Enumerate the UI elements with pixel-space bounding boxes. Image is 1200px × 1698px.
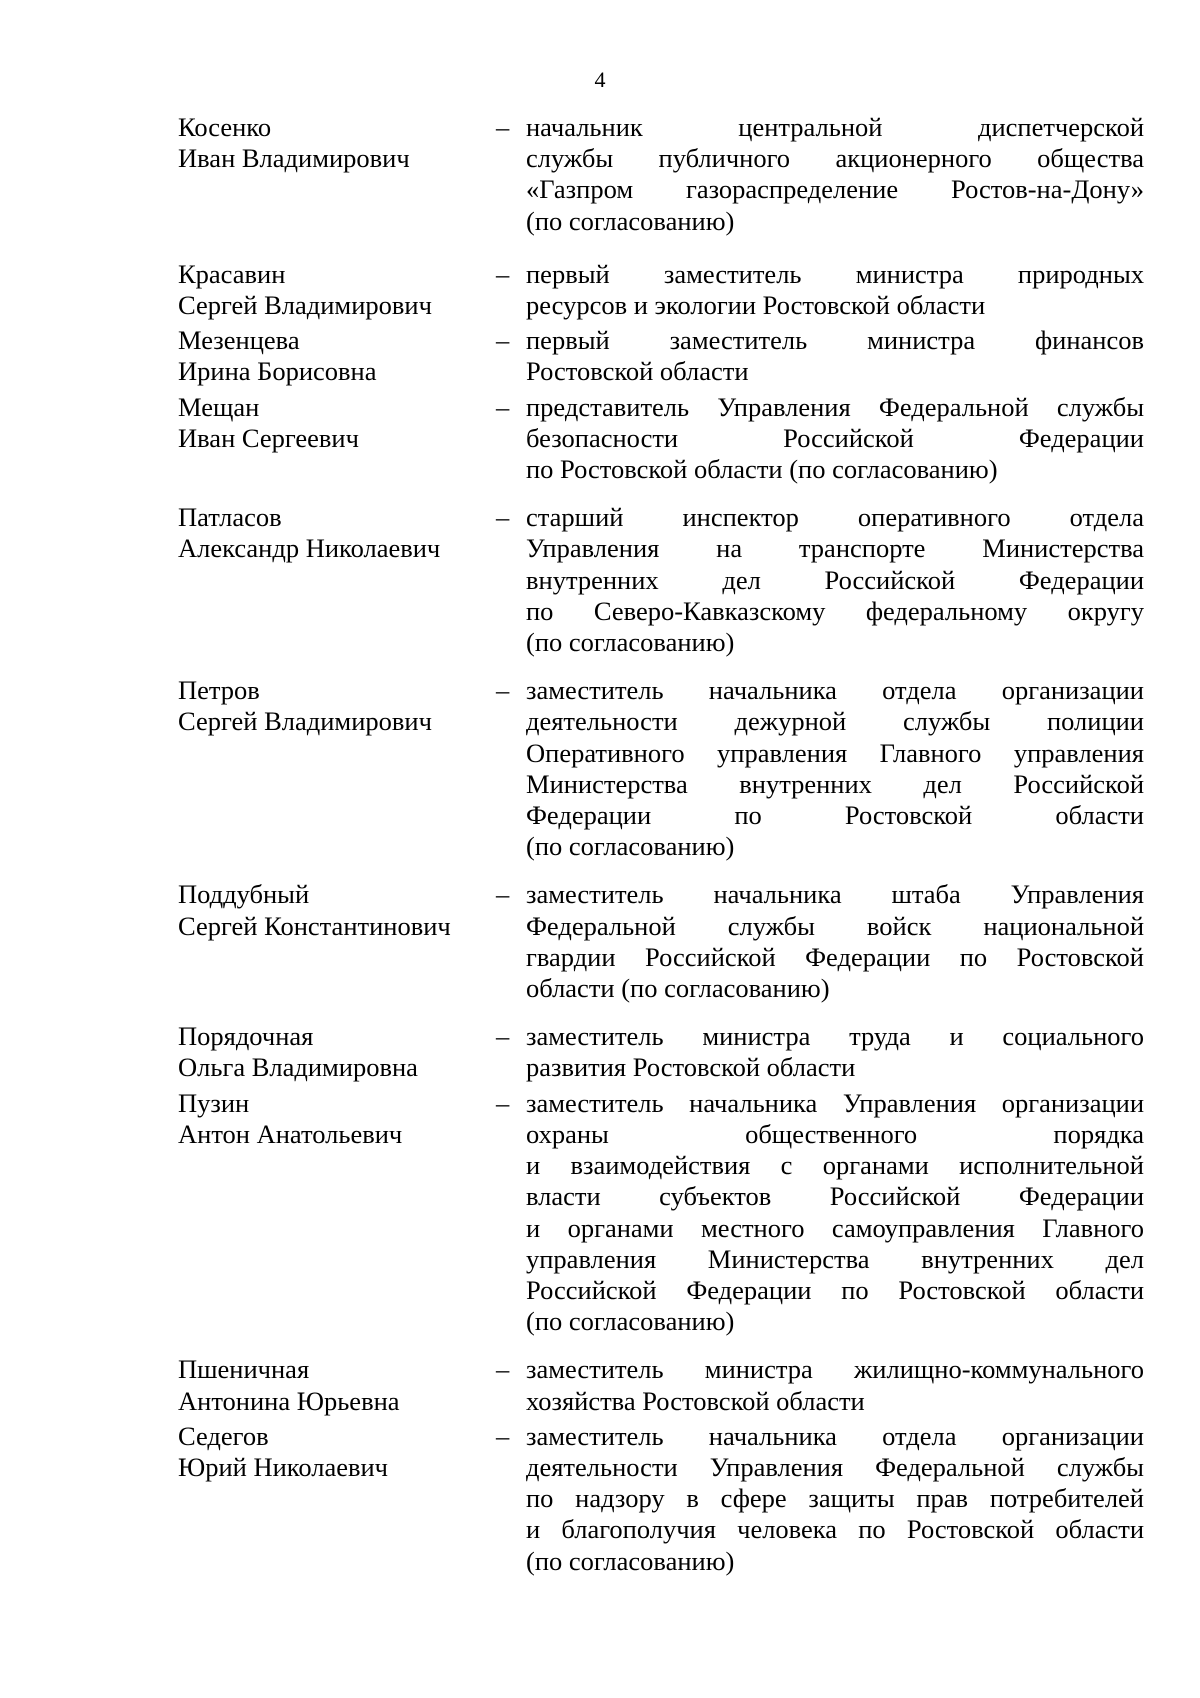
member-name bbox=[178, 1354, 496, 1416]
separator-dash: – bbox=[496, 675, 510, 706]
position-line: власти субъектов Российской Федерации bbox=[526, 1181, 1144, 1212]
separator-dash: – bbox=[496, 112, 510, 142]
position-line: начальник центральной диспетчерской bbox=[526, 112, 1144, 142]
position-line: заместитель начальника отдела организации bbox=[526, 675, 1144, 706]
member-surname: Пузин bbox=[178, 1087, 250, 1118]
separator-dash: – bbox=[496, 1420, 510, 1451]
member-name bbox=[178, 879, 496, 1004]
roster-entry bbox=[178, 1421, 1144, 1577]
position-line: внутренних дел Российской Федерации bbox=[526, 564, 1144, 595]
position-line: заместитель начальника отдела организации bbox=[526, 1420, 1144, 1451]
position-line: (по согласованию) bbox=[526, 627, 735, 658]
separator-dash: – bbox=[496, 1354, 510, 1385]
member-given-names: Александр Николаевич bbox=[178, 533, 441, 564]
position-line: и благополучия человека по Ростовской области bbox=[526, 1514, 1144, 1545]
member-given-names: Ирина Борисовна bbox=[178, 356, 377, 387]
position-line: Ростовской области bbox=[526, 356, 749, 387]
roster-entry bbox=[178, 675, 1144, 862]
member-position bbox=[526, 392, 1144, 486]
position-line: (по согласованию) bbox=[526, 831, 735, 862]
position-line: деятельности Управления Федеральной службы bbox=[526, 1451, 1144, 1482]
member-given-names: Антонина Юрьевна bbox=[178, 1385, 400, 1416]
member-name bbox=[178, 1021, 496, 1083]
member-name bbox=[178, 325, 496, 387]
position-line: представитель Управления Федеральной службы bbox=[526, 391, 1144, 422]
member-given-names: Иван Сергеевич bbox=[178, 422, 359, 453]
position-line: и взаимодействия с органами исполнительной bbox=[526, 1150, 1144, 1181]
separator-dash: – bbox=[496, 1087, 510, 1118]
roster-entry bbox=[178, 879, 1144, 1004]
roster-entry bbox=[178, 392, 1144, 486]
member-position bbox=[526, 675, 1144, 862]
roster-entry bbox=[178, 112, 1144, 237]
position-line: (по согласованию) bbox=[526, 1545, 735, 1576]
roster-entry bbox=[178, 259, 1144, 321]
member-surname: Поддубный bbox=[178, 879, 310, 910]
member-position bbox=[526, 1021, 1144, 1083]
member-name bbox=[178, 1421, 496, 1577]
position-line: области (по согласованию) bbox=[526, 973, 830, 1004]
position-line: деятельности дежурной службы полиции bbox=[526, 706, 1144, 737]
position-line: (по согласованию) bbox=[526, 1306, 735, 1337]
roster-entry bbox=[178, 325, 1144, 387]
member-position bbox=[526, 325, 1144, 387]
position-line: старший инспектор оперативного отдела bbox=[526, 502, 1144, 533]
member-surname: Петров bbox=[178, 675, 260, 706]
member-surname: Седегов bbox=[178, 1420, 269, 1451]
member-surname: Косенко bbox=[178, 112, 272, 142]
separator-dash: – bbox=[496, 391, 510, 422]
page-number: 4 bbox=[594, 67, 606, 92]
separator-dash: – bbox=[496, 1021, 510, 1052]
member-surname: Мещан bbox=[178, 391, 260, 422]
position-line: Управления на транспорте Министерства bbox=[526, 533, 1144, 564]
member-position bbox=[526, 112, 1144, 237]
member-name bbox=[178, 502, 496, 658]
member-position bbox=[526, 1354, 1144, 1416]
position-line: первый заместитель министра финансов bbox=[526, 325, 1144, 356]
position-line: развития Ростовской области bbox=[526, 1052, 856, 1083]
member-given-names: Сергей Владимирович bbox=[178, 706, 432, 737]
member-surname: Мезенцева bbox=[178, 325, 300, 356]
member-surname: Патласов bbox=[178, 502, 282, 533]
roster-entry bbox=[178, 1354, 1144, 1416]
member-given-names: Сергей Константинович bbox=[178, 910, 451, 941]
position-line: заместитель начальника Управления организации bbox=[526, 1087, 1144, 1118]
position-line: заместитель министра жилищно-коммунального bbox=[526, 1354, 1144, 1385]
position-line: первый заместитель министра природных bbox=[526, 258, 1144, 289]
member-name bbox=[178, 1088, 496, 1338]
position-line: по Северо-Кавказскому федеральному округу bbox=[526, 595, 1144, 626]
position-line: безопасности Российской Федерации bbox=[526, 422, 1144, 453]
position-line: «Газпром газораспределение Ростов-на-Дону» bbox=[526, 174, 1144, 205]
position-line: заместитель министра труда и социального bbox=[526, 1021, 1144, 1052]
position-line: ресурсов и экологии Ростовской области bbox=[526, 290, 986, 321]
member-roster bbox=[178, 112, 1144, 1577]
member-position bbox=[526, 879, 1144, 1004]
roster-entry bbox=[178, 1021, 1144, 1083]
member-surname: Пшеничная bbox=[178, 1354, 310, 1385]
position-line: управления Министерства внутренних дел bbox=[526, 1243, 1144, 1274]
separator-dash: – bbox=[496, 502, 510, 533]
member-surname: Порядочная bbox=[178, 1021, 314, 1052]
position-line: Федеральной службы войск национальной bbox=[526, 910, 1144, 941]
position-line: заместитель начальника штаба Управления bbox=[526, 879, 1144, 910]
member-given-names: Антон Анатольевич bbox=[178, 1118, 403, 1149]
member-position bbox=[526, 502, 1144, 658]
position-line: Оперативного управления Главного управления bbox=[526, 737, 1144, 768]
position-line: и органами местного самоуправления Главного bbox=[526, 1212, 1144, 1243]
member-name bbox=[178, 675, 496, 862]
position-line: по надзору в сфере защиты прав потребителей bbox=[526, 1483, 1144, 1514]
member-given-names: Юрий Николаевич bbox=[178, 1451, 388, 1482]
member-name bbox=[178, 392, 496, 486]
position-line: гвардии Российской Федерации по Ростовской bbox=[526, 941, 1144, 972]
member-given-names: Ольга Владимировна bbox=[178, 1052, 418, 1083]
roster-entry bbox=[178, 502, 1144, 658]
position-line: Федерации по Ростовской области bbox=[526, 800, 1144, 831]
separator-dash: – bbox=[496, 879, 510, 910]
position-line: Российской Федерации по Ростовской области bbox=[526, 1274, 1144, 1305]
member-given-names: Иван Владимирович bbox=[178, 143, 410, 174]
separator-dash: – bbox=[496, 258, 510, 289]
position-line: (по согласованию) bbox=[526, 205, 735, 236]
position-line: охраны общественного порядка bbox=[526, 1118, 1144, 1149]
member-name bbox=[178, 112, 496, 237]
member-position bbox=[526, 259, 1144, 321]
member-position bbox=[526, 1088, 1144, 1338]
member-name bbox=[178, 259, 496, 321]
member-surname: Красавин bbox=[178, 258, 286, 289]
roster-entry bbox=[178, 1088, 1144, 1338]
member-given-names: Сергей Владимирович bbox=[178, 290, 432, 321]
separator-dash: – bbox=[496, 325, 510, 356]
position-line: службы публичного акционерного общества bbox=[526, 143, 1144, 174]
position-line: по Ростовской области (по согласованию) bbox=[526, 454, 998, 485]
position-line: Министерства внутренних дел Российской bbox=[526, 768, 1144, 799]
position-line: хозяйства Ростовской области bbox=[526, 1385, 865, 1416]
member-position bbox=[526, 1421, 1144, 1577]
